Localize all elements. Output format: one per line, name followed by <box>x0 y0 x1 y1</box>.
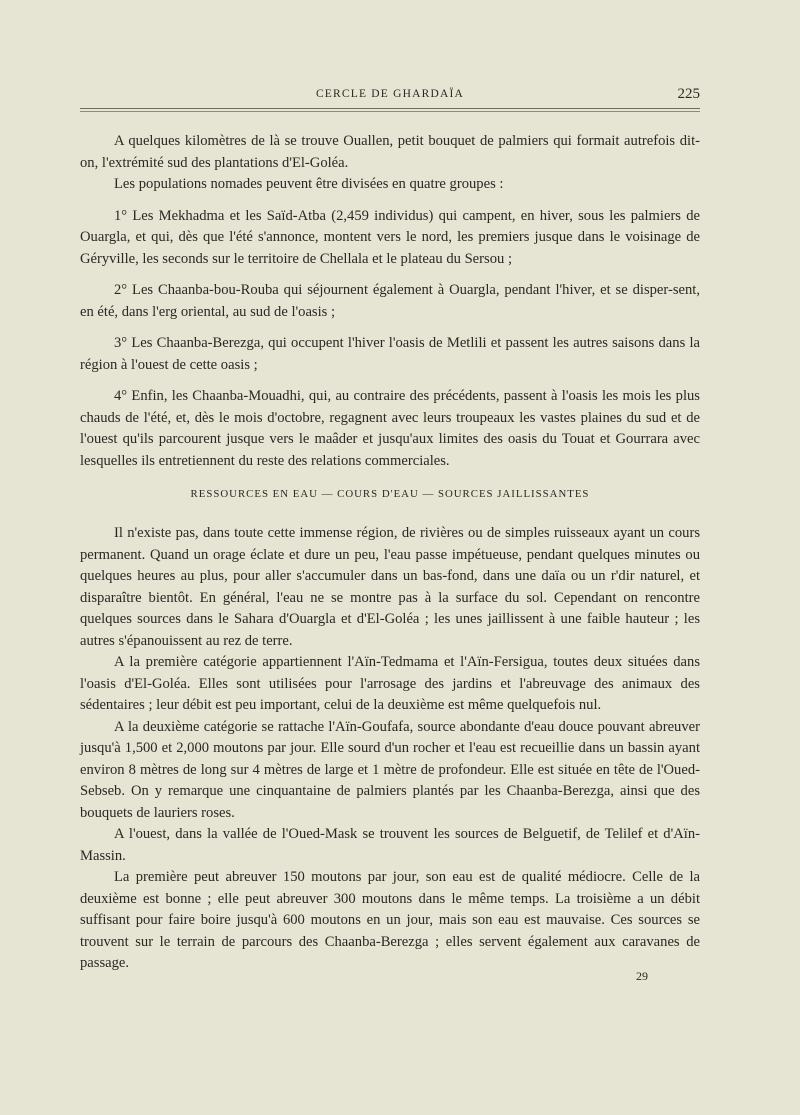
intro-text-block <box>80 131 700 472</box>
paragraph-no-rivers: Il n'existe pas, dans toute cette immense région, de rivières ou de simples ruisseaux ayant un cours permanent. Quand un orage éclate et dure un peu, l'eau passe impétueuse, pendant quelques minutes ou quelques heures au plus, pour aller s'accumuler dans un bas-fond, dans une daïa ou un r'dir naturel, et disparaître bientôt. En général, l'eau ne se montre pas à la surface du sol. Cependant on rencontre quelques sources dans le Sahara d'Ouargla et d'El-Goléa ; les unes jaillissent à une faible hauteur ; les autres s'épanouissent au rez de terre. <box>80 525 700 649</box>
paragraph-second-category: A la deuxième catégorie se rattache l'Aïn-Goufafa, source abondante d'eau douce pouvant abreuver jusqu'à 1,500 et 2,000 moutons par jour. Elle sourd d'un rocher et l'eau est recueillie dans un bassin ayant environ 8 mètres de long sur 4 mètres de large et 1 mètre de profondeur. Elle est située en tête de l'Oued-Sebseb. On y remarque une cinquantaine de palmiers plantés par les Chaanba-Berezga, ainsi que des bouquets de lauriers roses. <box>80 718 700 821</box>
signature-mark: 29 <box>636 969 648 983</box>
paragraph-ouallen: A quelques kilomètres de là se trouve Ouallen, petit bouquet de palmiers qui formait autrefois dit-on, l'extrémité sud des plantations d'El-Goléa. <box>80 133 700 171</box>
paragraph-nomad-groups: Les populations nomades peuvent être divisées en quatre groupes : <box>114 176 504 192</box>
paragraph-group-2: 2° Les Chaanba-bou-Rouba qui séjournent également à Ouargla, pendant l'hiver, et se disper-sent, en été, dans l'erg oriental, au sud de l'oasis ; <box>80 282 700 320</box>
header-rule <box>80 108 700 109</box>
paragraph-first-category: A la première catégorie appartiennent l'Aïn-Tedmama et l'Aïn-Fersigua, toutes deux situées dans l'oasis d'El-Goléa. Elles sont utilisées pour l'arrosage des jardins et l'abreuvage des animaux des sédentaires ; leur débit est peu important, celui de la deuxième est même quelquefois nul. <box>80 654 700 713</box>
running-head <box>80 86 700 106</box>
paragraph-group-1: 1° Les Mekhadma et les Saïd-Atba (2,459 individus) qui campent, en hiver, sous les palmiers de Ouargla, et qui, dès que l'été s'annonce, montent vers le nord, les premiers jusque dans le voisinage de Géryville, les seconds sur le territoire de Chellala et le plateau du Sersou ; <box>80 207 700 267</box>
paragraph-oued-mask: A l'ouest, dans la vallée de l'Oued-Mask se trouvent les sources de Belguetif, de Telilef et d'Aïn-Massin. <box>80 826 700 864</box>
water-resources-text-block <box>80 523 700 975</box>
section-heading: RESSOURCES EN EAU — COURS D'EAU — SOURCES JAILLISSANTES <box>190 488 590 500</box>
page-number: 225 <box>677 86 700 102</box>
paragraph-group-3: 3° Les Chaanba-Berezga, qui occupent l'hiver l'oasis de Metlili et passent les autres saisons dans la région à l'ouest de cette oasis ; <box>80 335 700 373</box>
paragraph-group-4: 4° Enfin, les Chaanba-Mouadhi, qui, au contraire des précédents, passent à l'oasis les mois les plus chauds de l'été, et, dès le mois d'octobre, regagnent avec leurs troupeaux les vastes plaines du sud et de l'ouest qu'ils parcourent jusque vers le maâder et jusqu'aux limites des oasis du Touat et Gourrara avec lesquelles ils entretiennent du reste des relations commerciales. <box>80 388 700 469</box>
running-title: CERCLE DE GHARDAÏA <box>315 88 465 100</box>
paragraph-source-yields: La première peut abreuver 150 moutons par jour, son eau est de qualité médiocre. Celle de la deuxième est bonne ; elle peut abreuver 300 moutons dans le même temps. La troisième a un débit suffisant pour faire boire jusqu'à 600 moutons en un jour, mais son eau est mauvaise. Ces sources se trouvent sur le terrain de parcours des Chaanba-Berezga ; elles servent également aux caravanes de passage. <box>80 869 700 971</box>
